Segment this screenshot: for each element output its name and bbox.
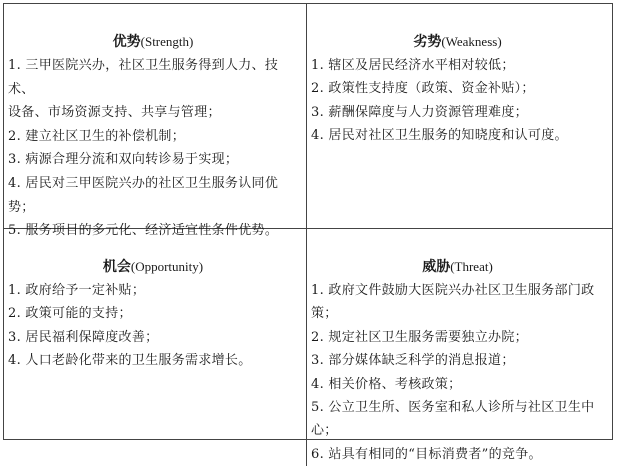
list-item: 1. 三甲医院兴办，社区卫生服务得到人力、技术、 — [8, 58, 279, 97]
list-item: 5. 服务项目的多元化、经济适宜性条件优势。 — [8, 223, 279, 239]
list-item: 3. 薪酬保障度与人力资源管理难度； — [311, 104, 528, 120]
list-item: 5. 公立卫生所、医务室和私人诊所与社区卫生中心； — [311, 400, 595, 439]
weaknesses-title — [311, 32, 604, 54]
weaknesses-title-zh: 劣势 — [413, 34, 442, 50]
list-item: 6. 站具有相同的“目标消费者”的竞争。 — [311, 446, 542, 462]
list-item: 1. 政府给予一定补贴； — [8, 283, 146, 298]
strengths-title-en: (Strength) — [140, 34, 194, 49]
opportunities-title-zh: 机会 — [102, 259, 131, 275]
strengths-title-zh: 优势 — [112, 34, 141, 50]
weaknesses-list — [311, 54, 604, 148]
opportunities-title — [8, 257, 298, 279]
threats-title-en: (Threat) — [450, 259, 493, 274]
list-item: 2. 建立社区卫生的补偿机制； — [8, 128, 186, 144]
threats-cell — [307, 229, 612, 466]
opportunities-list — [8, 279, 298, 373]
list-item: 设备、市场资源支持、共享与管理； — [8, 105, 221, 121]
list-item: 3. 病源合理分流和双向转诊易于实现； — [8, 152, 239, 168]
list-item: 4. 人口老龄化带来的卫生服务需求增长。 — [8, 353, 252, 369]
opportunities-title-en: (Opportunity) — [130, 259, 204, 274]
strengths-title — [8, 32, 298, 54]
list-item: 2. 规定社区卫生服务需要独立办院； — [311, 329, 528, 345]
weaknesses-title-en: (Weakness) — [441, 34, 502, 49]
swot-table — [3, 3, 613, 462]
threats-list — [311, 279, 604, 466]
threats-title-zh: 威胁 — [422, 259, 451, 275]
list-item: 4. 居民对社区卫生服务的知晓度和认可度。 — [311, 128, 568, 144]
opportunities-cell — [4, 229, 307, 466]
list-item: 4. 居民对三甲医院兴办的社区卫生服务认同优势； — [8, 175, 279, 215]
list-item: 3. 部分媒体缺乏科学的消息报道； — [311, 353, 515, 369]
strengths-list — [8, 54, 298, 243]
list-item: 1. 政府文件鼓励大医院兴办社区卫生服务部门政策； — [311, 283, 595, 322]
list-item: 1. 辖区及居民经济水平相对较低； — [311, 58, 515, 73]
list-item: 4. 相关价格、考核政策； — [311, 376, 462, 392]
weaknesses-cell — [307, 4, 612, 229]
list-item: 2. 政策性支持度（政策、资金补贴）； — [311, 81, 535, 97]
threats-title — [311, 257, 604, 279]
list-item: 3. 居民福利保障度改善； — [8, 329, 159, 345]
strengths-cell — [4, 4, 307, 239]
list-item: 2. 政策可能的支持； — [8, 306, 132, 322]
